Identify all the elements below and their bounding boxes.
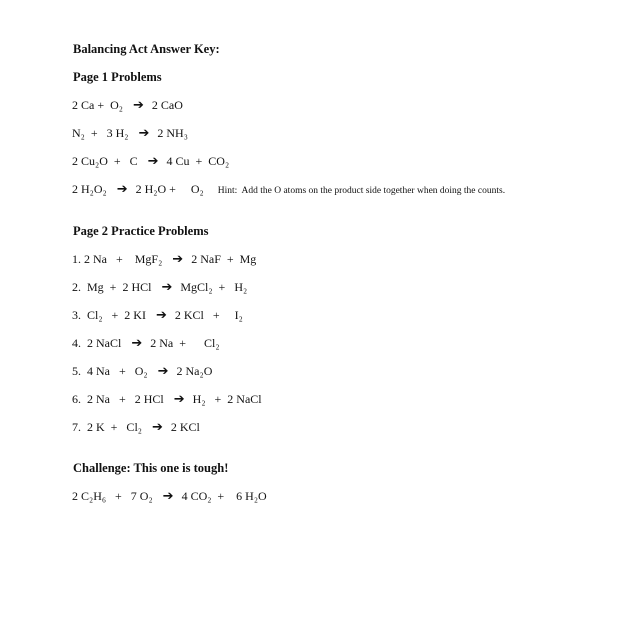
products: 4 CO₂ + 6 H₂O [181, 489, 267, 503]
products: 2 NH₃ [157, 126, 188, 140]
equation-row [72, 392, 262, 407]
equation-row [72, 336, 220, 351]
reactants: 6. 2 Na + 2 HCl [72, 392, 164, 406]
reactants: 5. 4 Na + O₂ [72, 364, 148, 378]
section-heading-page1: Page 1 Problems [73, 70, 162, 84]
equation-row [72, 182, 505, 197]
reactants: 4. 2 NaCl [72, 336, 122, 350]
reactants: 2. Mg + 2 HCl [72, 280, 152, 294]
equation-row [72, 364, 212, 379]
equation-row [72, 126, 188, 141]
equation-row [72, 252, 256, 267]
products: 2 Na + Cl₂ [150, 336, 220, 350]
yield-arrow-icon: ➔ [116, 182, 128, 197]
yield-arrow-icon: ➔ [138, 126, 150, 141]
products: 2 NaF + Mg [191, 252, 257, 266]
equation-row [72, 98, 183, 113]
products: 2 KCl + I₂ [174, 308, 243, 322]
products: H₂ + 2 NaCl [192, 392, 262, 406]
products: 2 H₂O + O₂ [135, 182, 204, 196]
yield-arrow-icon: ➔ [157, 364, 169, 379]
yield-arrow-icon: ➔ [151, 420, 163, 435]
products: 4 Cu + CO₂ [166, 154, 230, 168]
document-title: Balancing Act Answer Key: [73, 42, 220, 56]
products: MgCl₂ + H₂ [180, 280, 248, 294]
section-heading-challenge: Challenge: This one is tough! [73, 461, 229, 475]
reactants: 3. Cl₂ + 2 KI [72, 308, 146, 322]
equation-row [72, 280, 247, 295]
products: 2 KCl [170, 420, 200, 434]
equation-row [72, 154, 229, 169]
reactants: 2 C₂H₆ + 7 O₂ [72, 489, 153, 503]
products: 2 Na₂O [176, 364, 213, 378]
yield-arrow-icon: ➔ [155, 308, 167, 323]
reactants: 1. 2 Na + MgF₂ [72, 252, 163, 266]
reactants: 7. 2 K + Cl₂ [72, 420, 142, 434]
yield-arrow-icon: ➔ [162, 489, 174, 504]
yield-arrow-icon: ➔ [161, 280, 173, 295]
reactants: 2 Cu₂O + C [72, 154, 138, 168]
reactants: 2 H₂O₂ [72, 182, 107, 196]
reactants: N₂ + 3 H₂ [72, 126, 129, 140]
yield-arrow-icon: ➔ [131, 336, 143, 351]
reactants: 2 Ca + O₂ [72, 98, 123, 112]
yield-arrow-icon: ➔ [172, 252, 184, 267]
hint-text: Hint: Add the O atoms on the product side together when doing the counts. [217, 186, 506, 196]
yield-arrow-icon: ➔ [147, 154, 159, 169]
yield-arrow-icon: ➔ [132, 98, 144, 113]
equation-row [72, 308, 243, 323]
section-heading-page2: Page 2 Practice Problems [73, 224, 209, 238]
equation-row [72, 489, 267, 504]
equation-row [72, 420, 200, 435]
products: 2 CaO [151, 98, 183, 112]
yield-arrow-icon: ➔ [173, 392, 185, 407]
